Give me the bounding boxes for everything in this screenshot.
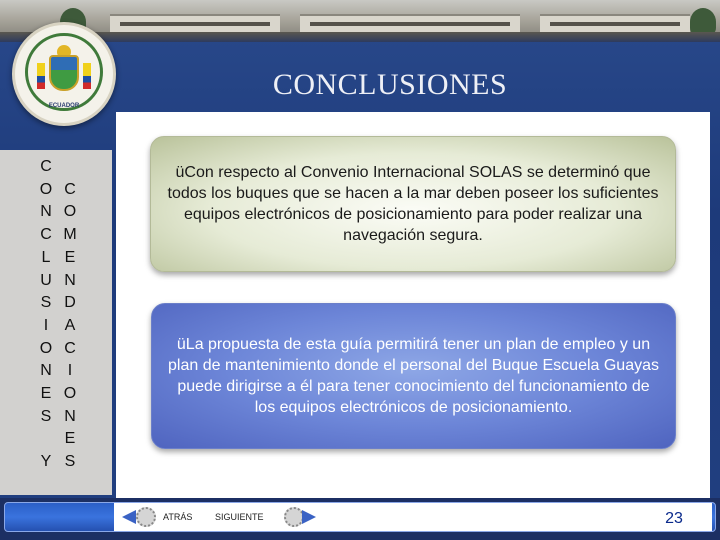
side-right-letter: N xyxy=(64,407,76,425)
side-right-letter: O xyxy=(63,203,77,221)
side-left-letter: N xyxy=(40,203,52,221)
back-gear-icon[interactable] xyxy=(136,507,156,527)
back-button[interactable]: ATRÁS xyxy=(163,512,193,522)
side-vertical-title xyxy=(0,150,112,495)
side-right-letter: C xyxy=(64,180,76,198)
institution-emblem-logo xyxy=(12,22,116,126)
next-button[interactable]: SIGUIENTE xyxy=(215,512,264,522)
navigation-inner xyxy=(114,503,712,531)
side-left-letter: L xyxy=(41,248,51,266)
conclusion-text-2: üLa propuesta de esta guía permitirá tener un plan de empleo y un plan de mantenimiento donde el personal del Buque Escuela Guayas puede dirigirse a él para tener conocimiento del funcionamiento de los equipos electrónicos de posicionamiento. xyxy=(168,336,659,416)
side-left-letter: C xyxy=(40,158,52,175)
conclusion-box-1 xyxy=(150,136,676,272)
side-left-letter: O xyxy=(39,180,53,198)
side-right-letter: N xyxy=(64,271,76,289)
side-right-letter: E xyxy=(64,430,76,448)
side-right-letter: C xyxy=(64,339,76,357)
next-gear-icon[interactable] xyxy=(284,507,304,527)
side-left-letter: Y xyxy=(40,453,52,471)
page-title: CONCLUSIONES xyxy=(272,68,508,101)
side-left-letter: N xyxy=(40,362,52,380)
side-right-letter: S xyxy=(64,453,76,471)
conclusion-text-1: üCon respecto al Convenio Internacional SOLAS se determinó que todos los buques que se hacen a la mar deben poseer los suficientes equipos electrónicos de posicionamiento para poder realizar una navegación segura. xyxy=(167,164,659,244)
side-left-letter: E xyxy=(40,385,52,403)
side-left-letter: C xyxy=(40,226,52,244)
next-arrow-icon[interactable] xyxy=(302,510,316,524)
header-banner-photo xyxy=(0,0,720,42)
emblem-caption: ECUADOR xyxy=(48,103,80,109)
side-left-letter xyxy=(36,428,56,451)
side-right-letter: O xyxy=(63,385,77,403)
side-left-letter: U xyxy=(40,271,52,289)
side-left-letter: O xyxy=(39,339,53,357)
side-column-left xyxy=(36,156,56,474)
side-left-letter: I xyxy=(43,316,49,334)
side-left-letter: S xyxy=(40,294,52,312)
side-right-letter: D xyxy=(64,294,76,312)
side-right-letter: A xyxy=(64,316,76,334)
side-column-right xyxy=(60,156,80,474)
side-left-letter: S xyxy=(40,407,52,425)
page-number: 23 xyxy=(665,510,683,527)
side-right-letter: I xyxy=(67,362,73,380)
conclusion-box-2 xyxy=(151,303,676,449)
side-right-letter: M xyxy=(63,226,77,244)
side-right-letter xyxy=(60,156,80,179)
back-arrow-icon[interactable] xyxy=(122,510,136,524)
side-right-letter: E xyxy=(64,248,76,266)
